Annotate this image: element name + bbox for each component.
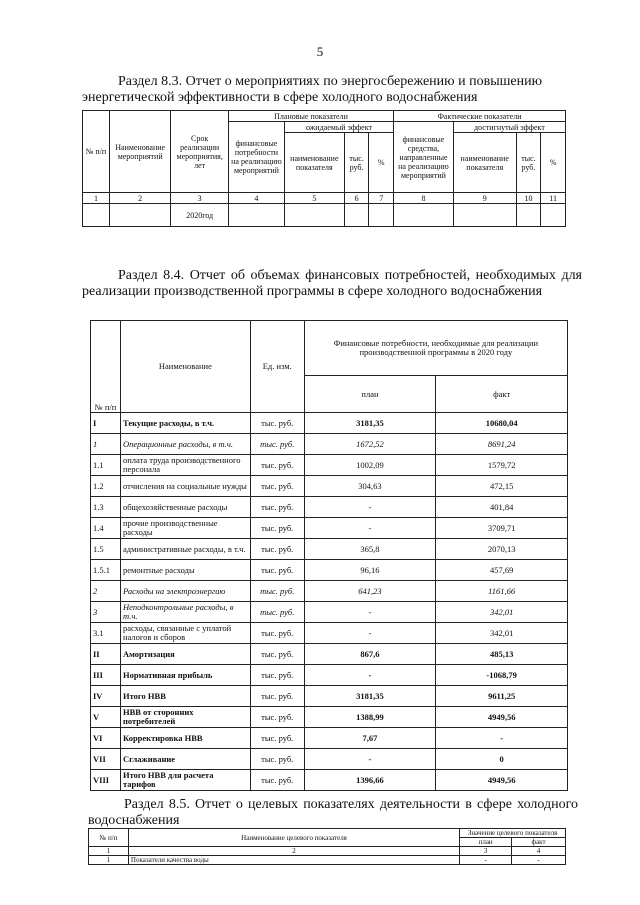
t84-row-num: 3 bbox=[91, 602, 121, 623]
t85-row-name: Показатели качества воды bbox=[128, 856, 459, 865]
t84-row-unit: тыс. руб. bbox=[250, 497, 304, 518]
section-85-title: Раздел 8.5. Отчет о целевых показателях деятельности в сфере холодного водоснабжения bbox=[88, 797, 578, 828]
t83-colnum: 7 bbox=[369, 193, 394, 204]
t84-row-num: II bbox=[91, 644, 121, 665]
t84-row-name: Расходы на электроэнергию bbox=[120, 581, 250, 602]
t83-colnum: 5 bbox=[284, 193, 344, 204]
table-row bbox=[91, 623, 568, 644]
t83-year-cell: 2020год bbox=[171, 204, 229, 227]
t83-header-achieved-effect: достигнутый эффект bbox=[453, 122, 565, 133]
t84-row-plan: 1002,09 bbox=[304, 455, 436, 476]
table-row bbox=[91, 560, 568, 581]
t84-row-plan: - bbox=[304, 749, 436, 770]
table-row bbox=[91, 476, 568, 497]
t83-colnum: 3 bbox=[171, 193, 229, 204]
table-row bbox=[91, 686, 568, 707]
section-85-table bbox=[88, 828, 566, 865]
t84-row-num: 1.2 bbox=[91, 476, 121, 497]
t84-row-unit: тыс. руб. bbox=[250, 413, 304, 434]
t83-colnum: 6 bbox=[344, 193, 369, 204]
t84-row-unit: тыс. руб. bbox=[250, 707, 304, 728]
t84-row-num: 1.1 bbox=[91, 455, 121, 476]
t84-row-name: Текущие расходы, в т.ч. bbox=[120, 413, 250, 434]
t84-row-fact: 457,69 bbox=[436, 560, 568, 581]
t83-cell bbox=[228, 204, 284, 227]
t84-row-num: I bbox=[91, 413, 121, 434]
t84-row-name: Операционные расходы, в т.ч. bbox=[120, 434, 250, 455]
t83-header-num: № п/п bbox=[83, 111, 110, 193]
table-row bbox=[91, 644, 568, 665]
t84-row-unit: тыс. руб. bbox=[250, 476, 304, 497]
t84-row-num: 1.5.1 bbox=[91, 560, 121, 581]
t84-row-name: НВВ от сторонних потребителей bbox=[120, 707, 250, 728]
t83-header-indicator-plan: наименование показателя bbox=[284, 133, 344, 193]
t84-row-plan: - bbox=[304, 497, 436, 518]
t83-cell bbox=[284, 204, 344, 227]
t84-row-num: IV bbox=[91, 686, 121, 707]
t84-row-name: расходы, связанные с уплатой налогов и сборов bbox=[120, 623, 250, 644]
section-83-title-line1: Раздел 8.3. Отчет о мероприятиях по энергосбережению и повышению bbox=[118, 74, 543, 89]
t84-row-name: прочие производственные расходы bbox=[120, 518, 250, 539]
table-row bbox=[91, 518, 568, 539]
t84-row-fact: 401,84 bbox=[436, 497, 568, 518]
t84-row-fact: 9611,25 bbox=[436, 686, 568, 707]
t83-cell bbox=[369, 204, 394, 227]
t84-row-name: ремонтные расходы bbox=[120, 560, 250, 581]
t84-row-plan: 1388,99 bbox=[304, 707, 436, 728]
t84-row-name: отчисления на социальные нужды bbox=[120, 476, 250, 497]
t84-row-fact: 485,13 bbox=[436, 644, 568, 665]
t84-row-num: 1.5 bbox=[91, 539, 121, 560]
table-row bbox=[91, 497, 568, 518]
t84-row-name: Итого НВВ для расчета тарифов bbox=[120, 770, 250, 791]
t83-colnum: 1 bbox=[83, 193, 110, 204]
t84-row-plan: - bbox=[304, 602, 436, 623]
t84-row-unit: тыс. руб. bbox=[250, 602, 304, 623]
t84-row-num: V bbox=[91, 707, 121, 728]
t84-row-unit: тыс. руб. bbox=[250, 665, 304, 686]
t84-row-unit: тыс. руб. bbox=[250, 770, 304, 791]
t83-colnum: 11 bbox=[541, 193, 566, 204]
t83-colnum: 2 bbox=[109, 193, 171, 204]
t84-row-fact: 3709,71 bbox=[436, 518, 568, 539]
t84-row-name: Неподконтрольные расходы, в т.ч. bbox=[120, 602, 250, 623]
t85-header-plan: план bbox=[460, 838, 512, 847]
t84-row-num: 2 bbox=[91, 581, 121, 602]
t84-row-plan: 7,67 bbox=[304, 728, 436, 749]
t84-row-num: VI bbox=[91, 728, 121, 749]
t84-row-plan: - bbox=[304, 623, 436, 644]
t83-colnum: 8 bbox=[394, 193, 454, 204]
section-83-table bbox=[82, 110, 566, 227]
t85-header-name: Наименование целевого показателя bbox=[128, 829, 459, 847]
t84-row-fact: 0 bbox=[436, 749, 568, 770]
t84-row-unit: тыс. руб. bbox=[250, 539, 304, 560]
t83-header-rub-fact: тыс. руб. bbox=[516, 133, 541, 193]
t84-row-num: 1 bbox=[91, 434, 121, 455]
t83-cell bbox=[83, 204, 110, 227]
t84-row-unit: тыс. руб. bbox=[250, 518, 304, 539]
t84-row-fact: 342,01 bbox=[436, 602, 568, 623]
table-row bbox=[91, 455, 568, 476]
t84-row-num: 1.3 bbox=[91, 497, 121, 518]
t83-colnum: 4 bbox=[228, 193, 284, 204]
t85-row-num: 1 bbox=[89, 856, 129, 865]
t84-header-unit: Ед. изм. bbox=[250, 321, 304, 413]
t83-header-name: Наименование мероприятий bbox=[109, 111, 171, 193]
t84-row-unit: тыс. руб. bbox=[250, 644, 304, 665]
t84-header-group: Финансовые потребности, необходимые для реализации производственной программы в 2020 году bbox=[304, 321, 567, 376]
t85-colnum: 1 bbox=[89, 847, 129, 856]
t85-colnum: 4 bbox=[512, 847, 566, 856]
t83-header-pct-plan: % bbox=[369, 133, 394, 193]
t84-row-unit: тыс. руб. bbox=[250, 686, 304, 707]
t84-row-plan: 867,6 bbox=[304, 644, 436, 665]
t84-header-name: Наименование bbox=[120, 321, 250, 413]
t84-row-unit: тыс. руб. bbox=[250, 581, 304, 602]
t84-row-num: III bbox=[91, 665, 121, 686]
t84-row-fact: 472,15 bbox=[436, 476, 568, 497]
t84-row-fact: 1161,66 bbox=[436, 581, 568, 602]
t84-row-unit: тыс. руб. bbox=[250, 434, 304, 455]
t84-row-unit: тыс. руб. bbox=[250, 728, 304, 749]
t84-row-num: VII bbox=[91, 749, 121, 770]
t84-row-name: Итого НВВ bbox=[120, 686, 250, 707]
t83-header-plan-group: Плановые показатели bbox=[228, 111, 393, 122]
table-row bbox=[91, 434, 568, 455]
t84-row-plan: 304,63 bbox=[304, 476, 436, 497]
t83-header-fact-group: Фактические показатели bbox=[394, 111, 566, 122]
t84-row-num: 1.4 bbox=[91, 518, 121, 539]
t84-row-name: Нормативная прибыль bbox=[120, 665, 250, 686]
t83-header-expected-effect: ожидаемый эффект bbox=[284, 122, 393, 133]
t84-row-plan: - bbox=[304, 518, 436, 539]
table-row bbox=[91, 665, 568, 686]
t85-header-fact: факт bbox=[512, 838, 566, 847]
section-84-title: Раздел 8.4. Отчет об объемах финансовых потребностей, необходимых для реализации производственной программы в сфере холодного водоснабжения bbox=[82, 268, 582, 299]
table-row bbox=[91, 728, 568, 749]
t85-header-num: № п/п bbox=[89, 829, 129, 847]
t84-row-unit: тыс. руб. bbox=[250, 455, 304, 476]
t84-row-plan: 365,8 bbox=[304, 539, 436, 560]
t83-cell bbox=[109, 204, 171, 227]
t84-row-name: Корректировка НВВ bbox=[120, 728, 250, 749]
t84-row-unit: тыс. руб. bbox=[250, 560, 304, 581]
t85-row-fact: - bbox=[512, 856, 566, 865]
t83-header-term: Срок реализации мероприятия, лет bbox=[171, 111, 229, 193]
t84-row-name: общехозяйственные расходы bbox=[120, 497, 250, 518]
t84-row-num: 3.1 bbox=[91, 623, 121, 644]
t85-header-group: Значение целевого показателя bbox=[460, 829, 566, 838]
t84-row-unit: тыс. руб. bbox=[250, 749, 304, 770]
t83-header-plan-fin: финансовые потребности на реализацию мероприятий bbox=[228, 122, 284, 193]
t85-row-plan: - bbox=[460, 856, 512, 865]
t83-colnum: 10 bbox=[516, 193, 541, 204]
t85-colnum: 2 bbox=[128, 847, 459, 856]
t83-header-rub-plan: тыс. руб. bbox=[344, 133, 369, 193]
t84-header-fact: факт bbox=[436, 376, 568, 413]
t84-row-plan: 641,23 bbox=[304, 581, 436, 602]
t84-row-fact: 10680,04 bbox=[436, 413, 568, 434]
t83-cell bbox=[541, 204, 566, 227]
t84-row-plan: 96,16 bbox=[304, 560, 436, 581]
t84-row-fact: -1068,79 bbox=[436, 665, 568, 686]
t84-row-unit: тыс. руб. bbox=[250, 623, 304, 644]
t84-row-plan: - bbox=[304, 665, 436, 686]
t83-cell bbox=[394, 204, 454, 227]
table-row bbox=[91, 602, 568, 623]
t84-row-fact: 4949,56 bbox=[436, 770, 568, 791]
t84-header-num: № п/п bbox=[91, 321, 121, 413]
t84-row-name: Сглаживание bbox=[120, 749, 250, 770]
t84-row-name: административные расходы, в т.ч. bbox=[120, 539, 250, 560]
t83-header-fact-fin: финансовые средства, направленные на реализацию мероприятий bbox=[394, 122, 454, 193]
t83-cell bbox=[453, 204, 516, 227]
t84-row-fact: 8691,24 bbox=[436, 434, 568, 455]
t84-row-name: Амортизация bbox=[120, 644, 250, 665]
t84-row-plan: 1396,66 bbox=[304, 770, 436, 791]
t83-header-pct-fact: % bbox=[541, 133, 566, 193]
table-row bbox=[91, 770, 568, 791]
t83-cell bbox=[516, 204, 541, 227]
section-83-title-line2: энергетической эффективности в сфере холодного водоснабжения bbox=[82, 90, 478, 105]
table-row bbox=[91, 413, 568, 434]
table-row bbox=[91, 539, 568, 560]
t84-row-fact: 342,01 bbox=[436, 623, 568, 644]
section-84-table bbox=[90, 320, 568, 791]
t83-colnum: 9 bbox=[453, 193, 516, 204]
t84-row-fact: 4949,56 bbox=[436, 707, 568, 728]
table-row bbox=[91, 707, 568, 728]
t84-row-plan: 3181,35 bbox=[304, 413, 436, 434]
table-row bbox=[91, 581, 568, 602]
t84-row-num: VIII bbox=[91, 770, 121, 791]
t84-row-fact: - bbox=[436, 728, 568, 749]
t84-row-fact: 1579,72 bbox=[436, 455, 568, 476]
t84-row-fact: 2070,13 bbox=[436, 539, 568, 560]
t83-header-indicator-fact: наименование показателя bbox=[453, 133, 516, 193]
t84-header-plan: план bbox=[304, 376, 436, 413]
t83-cell bbox=[344, 204, 369, 227]
t85-colnum: 3 bbox=[460, 847, 512, 856]
t84-row-plan: 3181,35 bbox=[304, 686, 436, 707]
page-number: 5 bbox=[316, 44, 324, 59]
t84-row-plan: 1672,52 bbox=[304, 434, 436, 455]
table-row bbox=[91, 749, 568, 770]
t84-row-name: оплата труда производственного персонала bbox=[120, 455, 250, 476]
